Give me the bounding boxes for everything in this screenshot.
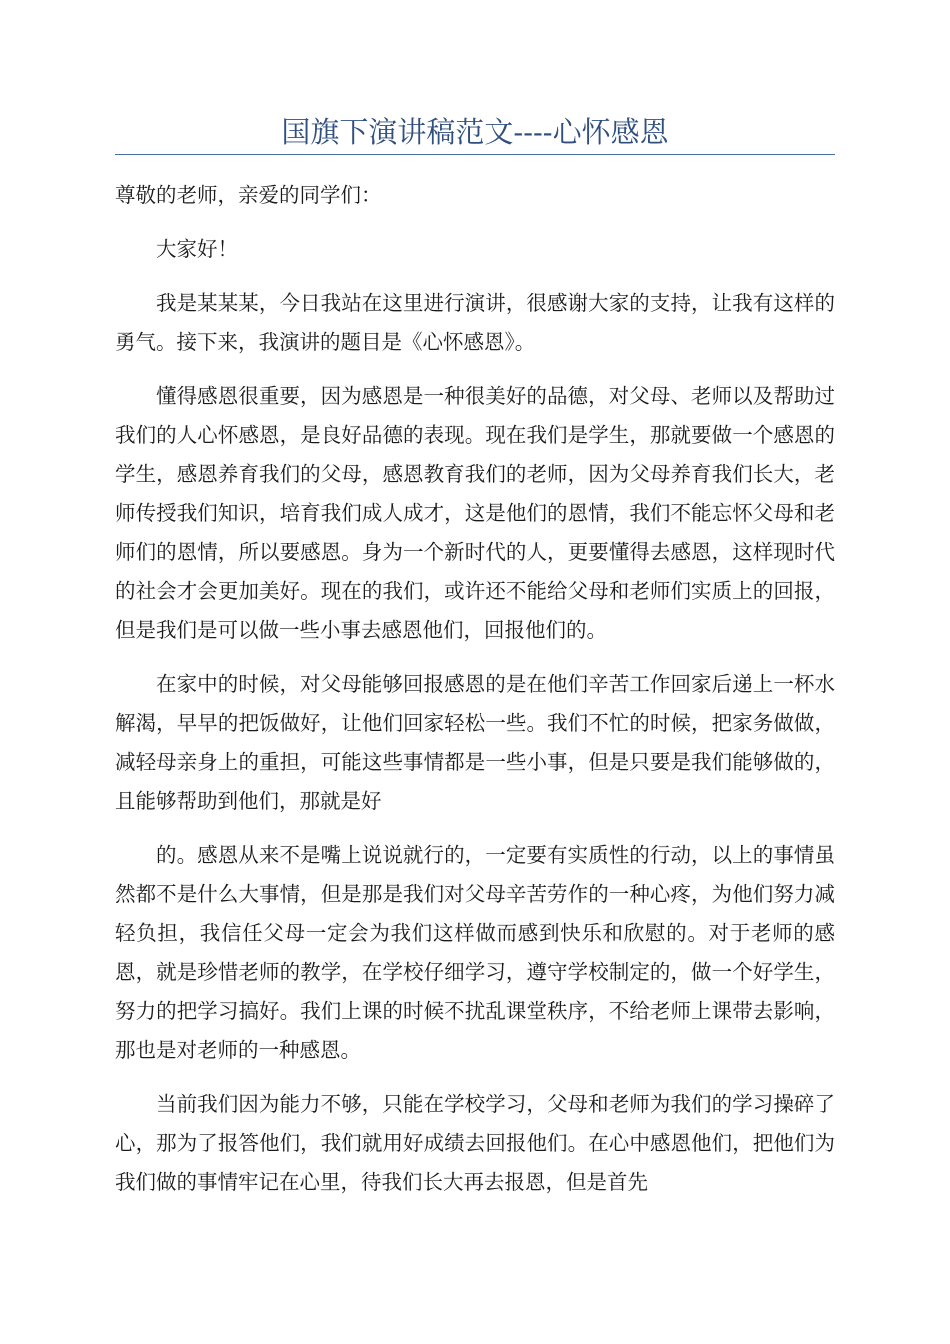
paragraph-gratitude-actions: 的。感恩从来不是嘴上说说就行的，一定要有实质性的行动，以上的事情虽然都不是什么大事情，但是那是我们对父母辛苦劳作的一种心疼，为他们努力减轻负担，我信任父母一定会为我们这样做而感到快乐和欣慰的。对于老师的感恩，就是珍惜老师的教学，在学校仔细学习，遵守学校制定的，做一个好学生，努力的把学习搞好。我们上课的时候不扰乱课堂秩序，不给老师上课带去影响，那也是对老师的一种感恩。 — [115, 843, 835, 1062]
salutation: 尊敬的老师，亲爱的同学们： — [115, 183, 382, 207]
document-title: 国旗下演讲稿范文----心怀感恩 — [281, 115, 669, 149]
paragraph-repay-with-grades: 当前我们因为能力不够，只能在学校学习，父母和老师为我们的学习操碎了心，那为了报答他们，我们就用好成绩去回报他们。在心中感恩他们，把他们为我们做的事情牢记在心里，待我们长大再去报恩，但是首先 — [115, 1092, 835, 1194]
title-underline — [115, 154, 835, 155]
document-body — [115, 176, 835, 1217]
paragraph-gratitude-at-home: 在家中的时候，对父母能够回报感恩的是在他们辛苦工作回家后递上一杯水解渴，早早的把饭做好，让他们回家轻松一些。我们不忙的时候，把家务做做，减轻母亲身上的重担，可能这些事情都是一些小事，但是只要是我们能够做的，且能够帮助到他们，那就是好 — [115, 672, 835, 813]
paragraph-greeting: 大家好！ — [156, 237, 238, 261]
paragraph-introduction: 我是某某某，今日我站在这里进行演讲，很感谢大家的支持，让我有这样的勇气。接下来，我演讲的题目是《心怀感恩》。 — [115, 291, 835, 354]
paragraph-importance-of-gratitude: 懂得感恩很重要，因为感恩是一种很美好的品德，对父母、老师以及帮助过我们的人心怀感恩，是良好品德的表现。现在我们是学生，那就要做一个感恩的学生，感恩养育我们的父母，感恩教育我们的老师，因为父母养育我们长大，老师传授我们知识，培育我们成人成才，这是他们的恩情，我们不能忘怀父母和老师们的恩情，所以要感恩。身为一个新时代的人，更要懂得去感恩，这样现时代的社会才会更加美好。现在的我们，或许还不能给父母和老师们实质上的回报，但是我们是可以做一些小事去感恩他们，回报他们的。 — [115, 384, 835, 642]
